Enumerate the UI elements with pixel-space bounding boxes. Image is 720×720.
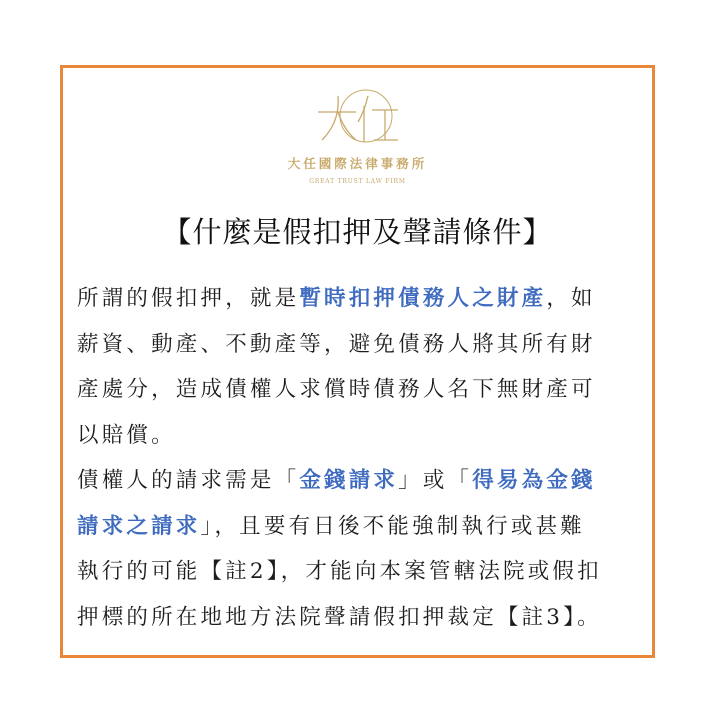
paragraph1-line1 [77,276,642,322]
paragraph1-highlight: 暫時扣押債務人之財產 [299,286,547,311]
paragraph1-line3: 產處分，造成債權人求償時債務人名下無財產可 [77,377,596,402]
paragraph1-text: ，如 [546,286,596,311]
firm-name-english: GREAT TRUST LAW FIRM [309,178,406,185]
paragraph1-line2: 薪資、動產、不動產等，避免債務人將其所有財 [77,331,596,357]
paragraph2-highlight: 得易為金錢 [472,468,596,493]
paragraph1-text: 所謂的假扣押，就是 [77,286,300,311]
paragraph2-text: 」或「 [398,468,473,493]
paragraph1-line4: 以賠償。 [77,422,176,448]
firm-name-chinese: 大任國際法律事務所 [287,156,428,171]
firm-logo-mark-icon [308,88,408,150]
paragraph2-text: 債權人的請求需是「 [77,468,300,493]
article-body [77,276,642,640]
paragraph2-text: 」，且要有日後不能強制執行或甚難 [200,513,585,539]
paragraph2-highlight: 請求之請求 [77,513,201,539]
content-frame [60,65,655,658]
paragraph2-line3: 執行的可能【註2】，才能向本案管轄法院或假扣 [77,559,602,584]
paragraph2-highlight: 金錢請求 [299,468,399,493]
paragraph2-line4: 押標的所在地地方法院聲請假扣押裁定【註3】。 [77,604,602,630]
firm-logo [63,88,652,185]
paragraph2-line2 [77,504,642,550]
page-title: 【什麼是假扣押及聲請條件】 [162,215,553,249]
paragraph2-line1 [77,458,642,504]
